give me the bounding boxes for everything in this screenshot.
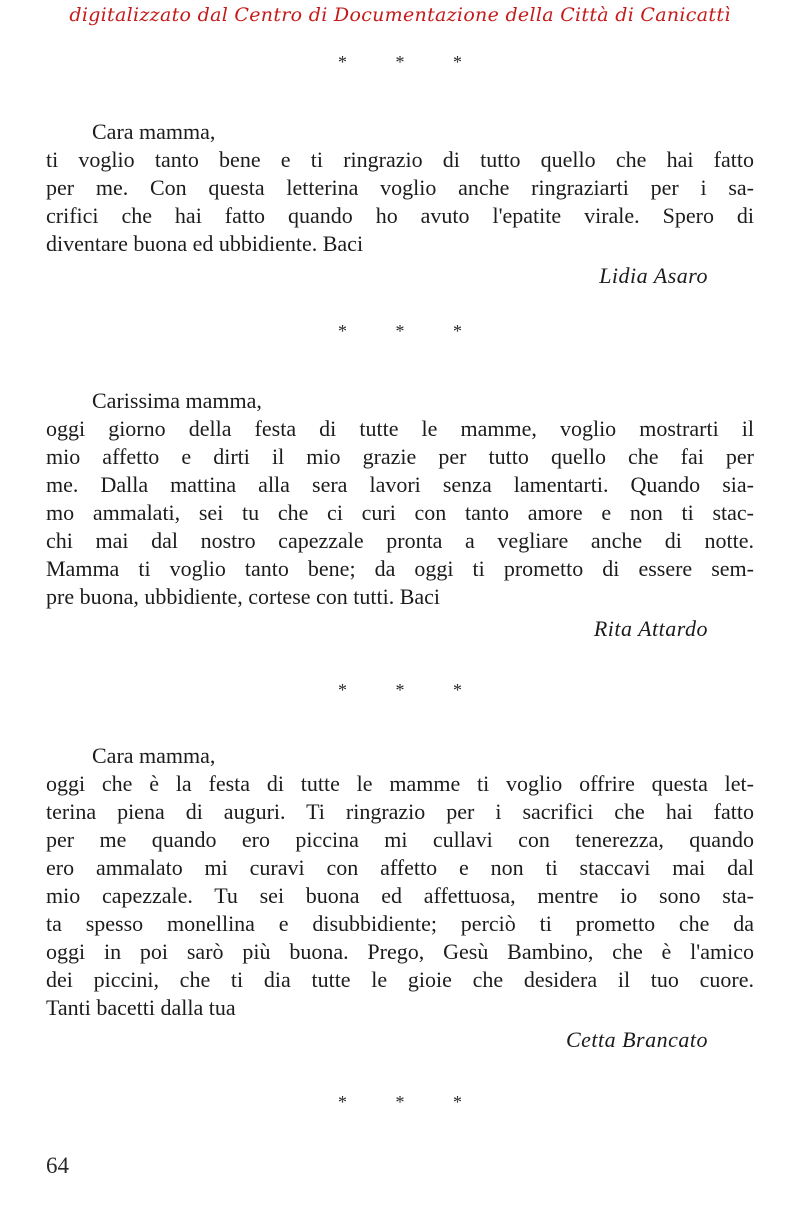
letter-line: per me. Con questa letterina voglio anche ringraziarti per i sa- [46,175,754,200]
letter-salutation: Cara mamma, [92,743,216,768]
letter-line: diventare buona ed ubbidiente. Baci [46,231,364,256]
letter-line: ta spesso monellina e disubbidiente; perciò ti prometto che da [46,911,754,936]
section-separator: * * * [338,680,484,700]
section-separator: * * * [338,321,484,341]
letter-line: crifici che hai fatto quando ho avuto l'epatite virale. Spero di [46,203,754,228]
letter-line: mio affetto e dirti il mio grazie per tutto quello che fai per [46,444,754,469]
letter-line: me. Dalla mattina alla sera lavori senza lamentarti. Quando sia- [46,472,754,497]
letter-line: chi mai dal nostro capezzale pronta a vegliare anche di notte. [46,528,754,553]
letter-line: per me quando ero piccina mi cullavi con tenerezza, quando [46,827,754,852]
letter-line: oggi in poi sarò più buona. Prego, Gesù Bambino, che è l'amico [46,939,754,964]
letter-line: ero ammalato mi curavi con affetto e non ti staccavi mai dal [46,855,754,880]
letter-signature: Lidia Asaro [599,263,708,288]
watermark: digitalizzato dal Centro di Documentazione della Città di Canicattì [69,4,731,26]
letter-salutation: Cara mamma, [92,119,216,144]
letter-line: mio capezzale. Tu sei buona ed affettuosa, mentre io sono sta- [46,883,754,908]
page-number: 64 [46,1153,69,1178]
letter-salutation: Carissima mamma, [92,388,262,413]
letter-1 [46,118,754,290]
letter-line: terina piena di auguri. Ti ringrazio per i sacrifici che hai fatto [46,799,754,824]
letter-signature: Rita Attardo [593,616,708,641]
letter-line: Mamma ti voglio tanto bene; da oggi ti prometto di essere sem- [46,556,754,581]
letter-signature: Cetta Brancato [565,1027,708,1052]
letter-2 [46,387,754,643]
section-separator: * * * [338,52,484,72]
letter-line: dei piccini, che ti dia tutte le gioie che desidera il tuo cuore. [46,967,754,992]
letter-line: oggi che è la festa di tutte le mamme ti voglio offrire questa let- [46,771,754,796]
section-separator: * * * [338,1092,484,1112]
letter-line: ti voglio tanto bene e ti ringrazio di tutto quello che hai fatto [46,147,754,172]
letter-3 [46,742,754,1054]
letter-line: mo ammalati, sei tu che ci curi con tanto amore e non ti stac- [46,500,754,525]
letter-line: oggi giorno della festa di tutte le mamme, voglio mostrarti il [46,416,754,441]
letter-line: Tanti bacetti dalla tua [46,995,236,1020]
letter-line: pre buona, ubbidiente, cortese con tutti. Baci [46,584,441,609]
